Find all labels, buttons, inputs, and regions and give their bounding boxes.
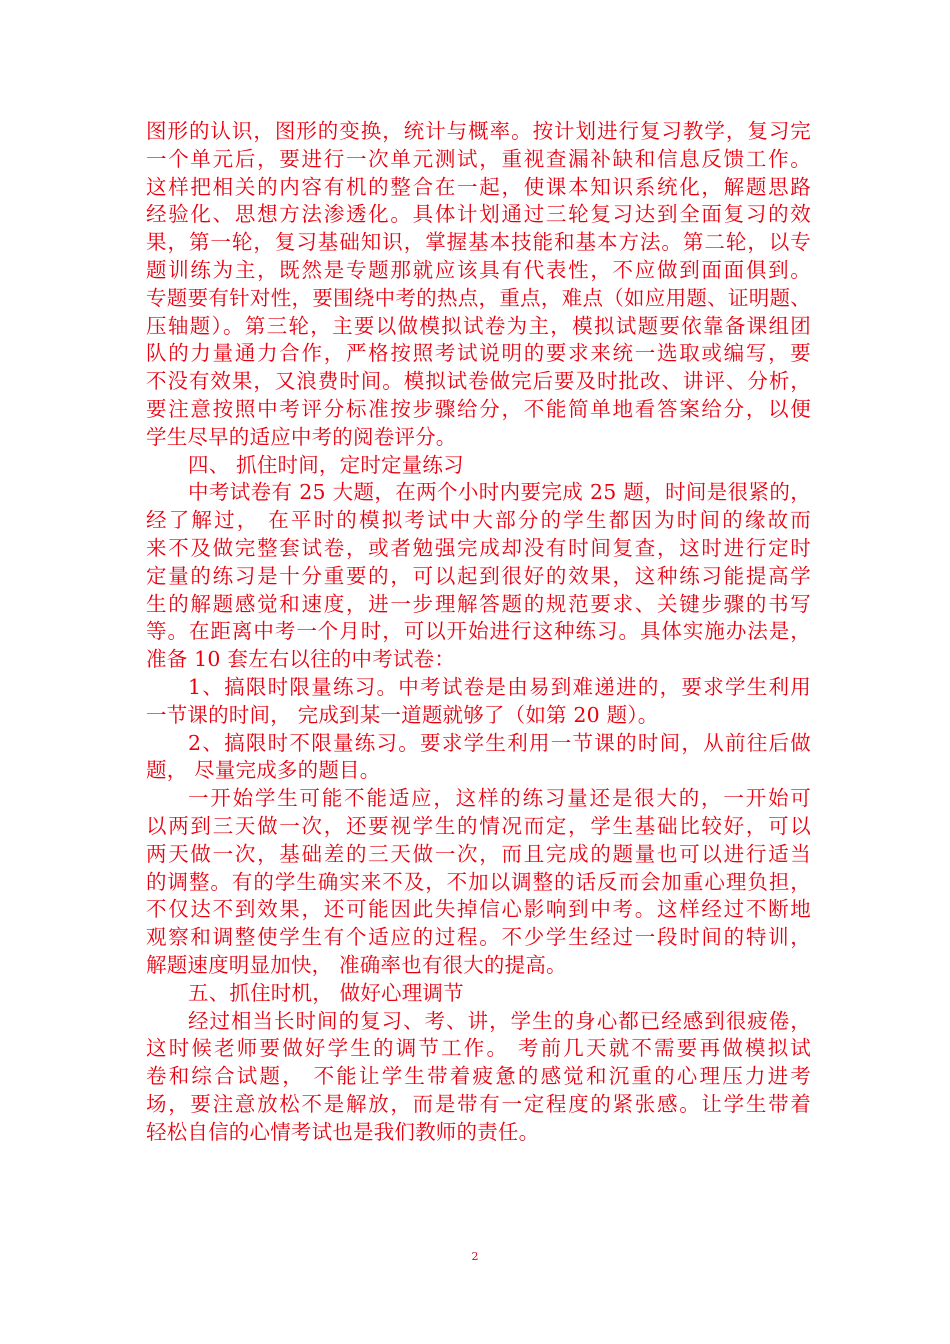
document-body xyxy=(146,118,811,1146)
page-number: 2 xyxy=(471,1250,479,1263)
text-line: 五、抓住时机， 做好心理调节 xyxy=(188,980,464,1005)
text-line: 压轴题）。第三轮，主要以做模拟试卷为主，模拟试题要依靠备课组团 xyxy=(146,313,811,338)
text-line: 队的力量通力合作，严格按照考试说明的要求来统一选取或编写，要 xyxy=(146,341,811,366)
text-line: 经过相当长时间的复习、考、讲，学生的身心都已经感到很疲倦， xyxy=(188,1008,811,1033)
text-line: 轻松自信的心情考试也是我们教师的责任。 xyxy=(146,1119,540,1144)
text-line: 这样把相关的内容有机的整合在一起，使课本知识系统化，解题思路 xyxy=(146,174,811,199)
paragraph xyxy=(146,730,811,786)
paragraph xyxy=(146,479,811,674)
text-line: 卷和综合试题， 不能让学生带着疲惫的感觉和沉重的心理压力进考 xyxy=(146,1064,811,1089)
text-line: 题训练为主，既然是专题那就应该具有代表性，不应做到面面俱到。 xyxy=(146,257,811,282)
text-line: 专题要有针对性，要围绕中考的热点，重点，难点（如应用题、证明题、 xyxy=(146,285,811,310)
paragraph xyxy=(146,118,811,452)
text-line: 1、搞限时限量练习。中考试卷是由易到难递进的，要求学生利用 xyxy=(188,674,811,699)
text-line: 图形的认识，图形的变换，统计与概率。按计划进行复习教学，复习完 xyxy=(146,119,811,143)
text-line: 解题速度明显加快， 准确率也有很大的提高。 xyxy=(146,952,567,977)
text-line: 两天做一次，基础差的三天做一次，而且完成的题量也可以进行适当 xyxy=(146,841,811,866)
text-line: 不没有效果，又浪费时间。模拟试卷做完后要及时批改、讲评、分析， xyxy=(146,369,811,394)
text-line: 定量的练习是十分重要的，可以起到很好的效果，这种练习能提高学 xyxy=(146,563,811,588)
text-line: 2、搞限时不限量练习。要求学生利用一节课的时间，从前往后做 xyxy=(188,730,811,755)
text-line: 场，要注意放松不是解放，而是带有一定程度的紧张感。让学生带着 xyxy=(146,1091,811,1116)
paragraph xyxy=(146,785,811,980)
text-line: 等。在距离中考一个月时，可以开始进行这种练习。具体实施办法是， xyxy=(146,619,811,644)
text-line: 经验化、思想方法渗透化。具体计划通过三轮复习达到全面复习的效 xyxy=(146,202,811,227)
text-line: 一开始学生可能不能适应，这样的练习量还是很大的，一开始可 xyxy=(188,786,811,811)
text-line: 果，第一轮，复习基础知识，掌握基本技能和基本方法。第二轮，以专 xyxy=(146,230,811,255)
paragraph xyxy=(146,674,811,730)
text-line: 以两到三天做一次，还要视学生的情况而定，学生基础比较好，可以 xyxy=(146,813,811,838)
text-line: 这时候老师要做好学生的调节工作。 考前几天就不需要再做模拟试 xyxy=(146,1036,811,1061)
text-line: 四、 抓住时间，定时定量练习 xyxy=(188,452,464,477)
text-line: 一个单元后，要进行一次单元测试，重视查漏补缺和信息反馈工作。 xyxy=(146,146,811,171)
text-line: 一节课的时间， 完成到某一道题就够了（如第 20 题）。 xyxy=(146,702,659,727)
text-line: 学生尽早的适应中考的阅卷评分。 xyxy=(146,424,457,449)
text-line: 准备 10 套左右以往的中考试卷： xyxy=(146,647,456,672)
paragraph xyxy=(146,452,811,480)
text-line: 中考试卷有 25 大题，在两个小时内要完成 25 题，时间是很紧的， xyxy=(188,480,811,505)
text-line: 观察和调整使学生有个适应的过程。不少学生经过一段时间的特训， xyxy=(146,925,811,950)
text-line: 题， 尽量完成多的题目。 xyxy=(146,758,381,783)
text-line: 来不及做完整套试卷，或者勉强完成却没有时间复查，这时进行定时 xyxy=(146,535,811,560)
text-line: 的调整。有的学生确实来不及，不加以调整的话反而会加重心理负担， xyxy=(146,869,811,894)
text-line: 要注意按照中考评分标准按步骤给分，不能简单地看答案给分，以便 xyxy=(146,396,811,421)
text-line: 不仅达不到效果，还可能因此失掉信心影响到中考。这样经过不断地 xyxy=(146,897,811,922)
paragraph xyxy=(146,980,811,1008)
paragraph xyxy=(146,1008,811,1147)
text-line: 经了解过， 在平时的模拟考试中大部分的学生都因为时间的缘故而 xyxy=(146,508,811,533)
text-line: 生的解题感觉和速度，进一步理解答题的规范要求、关键步骤的书写 xyxy=(146,591,811,616)
